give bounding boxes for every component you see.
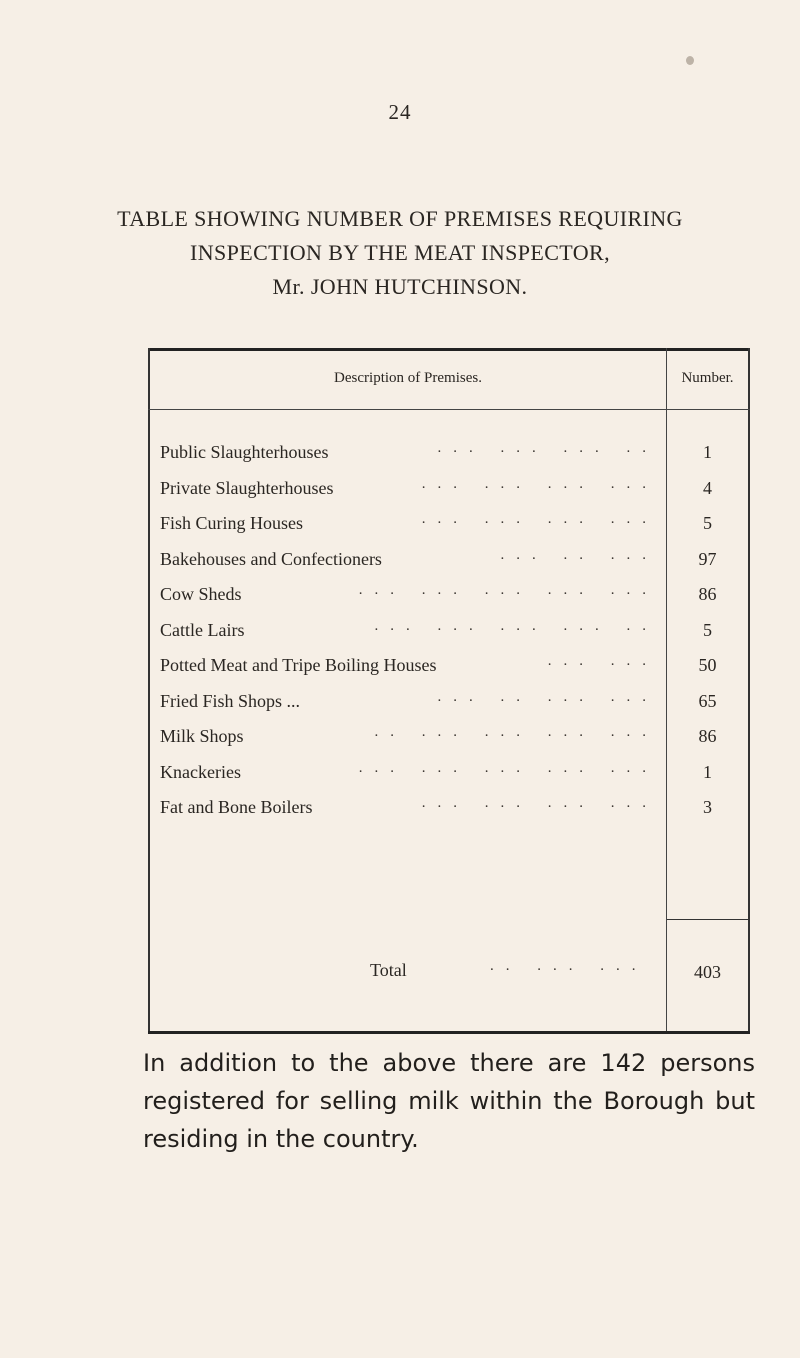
row-leader: ... ... ... ...: [421, 795, 658, 811]
row-description: Fried Fish Shops ...: [160, 690, 301, 711]
row-leader: ... ... ... ...: [421, 475, 658, 492]
header-number: Number.: [681, 370, 734, 386]
row-description: Potted Meat and Tripe Boiling Houses: [160, 655, 437, 675]
table-row: [148, 687, 750, 723]
note-paragraph: [143, 1044, 755, 1158]
table-row: [148, 793, 750, 829]
row-description: Fish Curing Houses: [160, 513, 304, 533]
row-leader: ... ... ... ... ...: [358, 582, 658, 598]
row-description: Cattle Lairs: [160, 619, 245, 640]
table-row: [148, 438, 750, 474]
row-number: 3: [703, 797, 712, 817]
header-rule: [148, 409, 750, 410]
table-row: [148, 758, 750, 794]
paragraph-line-1: In addition to the above there are 142 persons: [143, 1049, 755, 1077]
table-row: [148, 474, 750, 510]
table-body: [148, 438, 750, 829]
row-number: 5: [703, 619, 712, 640]
table-row: [148, 722, 750, 758]
table-top-rule: [148, 348, 750, 351]
row-leader: ... ... ... ...: [421, 511, 658, 527]
paragraph-line-2: registered for selling milk within the Borough but: [143, 1087, 755, 1115]
row-description: Public Slaughterhouses: [160, 442, 329, 462]
premises-table: [148, 348, 750, 1034]
row-description: Milk Shops: [160, 726, 244, 746]
row-leader: .. ... ... ... ...: [374, 724, 658, 740]
row-number: 97: [698, 548, 717, 569]
row-number: 65: [698, 690, 717, 711]
table-row: [148, 616, 750, 652]
table-title: [40, 202, 760, 304]
page-number: 24: [388, 100, 412, 124]
row-leader: ... .. ... ...: [437, 688, 658, 705]
row-number: 86: [698, 726, 717, 746]
header-description: Description of Premises.: [334, 370, 482, 386]
paper-speck: [686, 56, 694, 65]
row-description: Knackeries: [160, 761, 241, 782]
row-leader: ... ... ... ... ..: [374, 617, 658, 634]
table-row: [148, 651, 750, 687]
title-line-2: INSPECTION BY THE MEAT INSPECTOR,: [189, 240, 611, 265]
row-number: 4: [703, 477, 712, 498]
title-line-3: Mr. JOHN HUTCHINSON.: [272, 274, 528, 299]
row-leader: ... ...: [547, 653, 658, 669]
total-leader: .. ... ...: [490, 958, 648, 974]
paragraph-line-3: residing in the country.: [143, 1125, 419, 1153]
row-number: 5: [703, 513, 712, 533]
row-number: 1: [703, 442, 712, 462]
row-leader: ... ... ... ..: [437, 440, 658, 456]
row-leader: ... .. ...: [500, 546, 658, 563]
row-description: Bakehouses and Confectioners: [160, 548, 382, 569]
total-rule: [667, 919, 748, 920]
table-row: [148, 545, 750, 581]
row-leader: ... ... ... ... ...: [358, 759, 658, 776]
title-line-1: TABLE SHOWING NUMBER OF PREMISES REQUIRING: [117, 206, 683, 231]
total-label: Total: [370, 960, 407, 980]
row-description: Cow Sheds: [160, 584, 242, 604]
row-number: 50: [698, 655, 717, 675]
row-number: 86: [698, 584, 717, 604]
row-description: Fat and Bone Boilers: [160, 797, 313, 817]
row-number: 1: [703, 761, 712, 782]
total-number: 403: [694, 962, 721, 982]
table-row: [148, 509, 750, 545]
table-row: [148, 580, 750, 616]
row-description: Private Slaughterhouses: [160, 477, 334, 498]
table-bottom-rule: [148, 1031, 750, 1034]
